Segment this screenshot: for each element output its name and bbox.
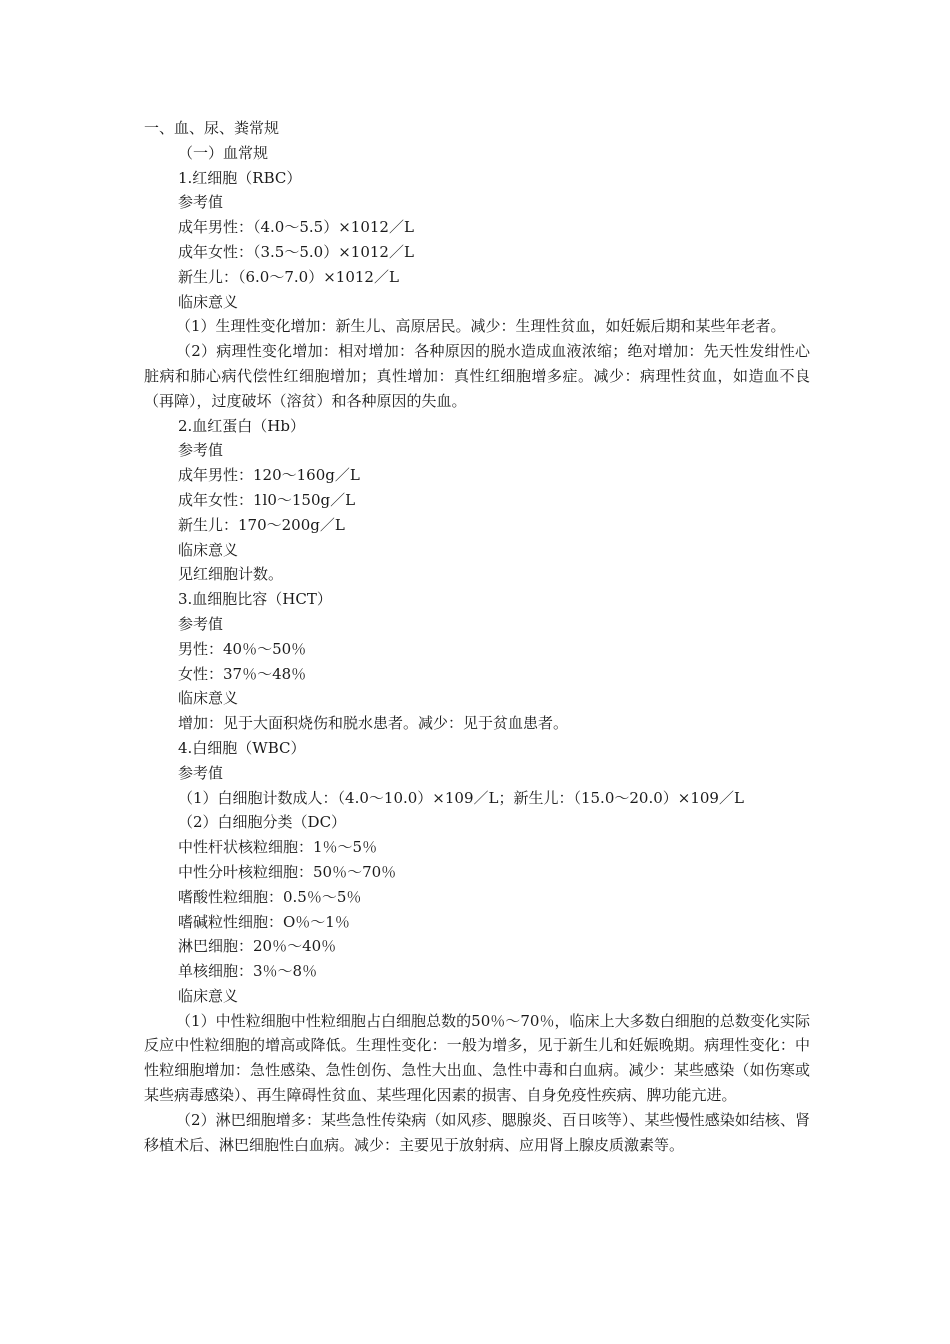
wbc-item: 中性分叶核粒细胞：50％～70％ (178, 862, 397, 881)
rbc-female: 成年女性：（3.5～5.0）×1012／L (178, 242, 414, 261)
document-page (144, 116, 810, 1157)
wbc-item: 嗜酸性粒细胞：0.5％～5％ (178, 887, 362, 906)
rbc-paragraph-2: （2）病理性变化增加：相对增加：各种原因的脱水造成血液浓缩；绝对增加：先天性发绀性心脏病和肺心病代偿性红细胞增加；真性增加：真性红细胞增多症。减少：病理性贫血，如造血不良（再障），过度破坏（溶贫）和各种原因的失血。 (144, 342, 810, 410)
hct-female: 女性：37％～48％ (178, 664, 307, 683)
wbc-dc-heading: （2）白细胞分类（DC） (178, 813, 347, 832)
hb-ref-label: 参考值 (178, 441, 224, 460)
hb-male: 成年男性：120～160g／L (178, 466, 360, 485)
hct-male: 男性：40％～50％ (178, 639, 307, 658)
wbc-count: （1）白细胞计数成人：（4.0～10.0）×109／L；新生儿：（15.0～20.0）×109／L (178, 788, 744, 807)
rbc-paragraph-1: （1）生理性变化增加：新生儿、高原居民。减少：生理性贫血，如妊娠后期和某些年老者。 (176, 317, 786, 336)
hb-note: 见红细胞计数。 (178, 565, 284, 584)
wbc-item: 单核细胞：3％～8％ (178, 962, 318, 981)
rbc-title: 1.红细胞（RBC） (178, 168, 302, 187)
wbc-paragraph-2: （2）淋巴细胞增多：某些急性传染病（如风疹、腮腺炎、百日咳等）、某些慢性感染如结核、肾移植术后、淋巴细胞性白血病。减少：主要见于放射病、应用肾上腺皮质激素等。 (144, 1110, 810, 1154)
hb-female: 成年女性：1l0～150g／L (178, 490, 356, 509)
hct-ref-label: 参考值 (178, 614, 224, 633)
rbc-clinical-label: 临床意义 (178, 292, 239, 311)
wbc-item: 嗜碱粒性细胞：O％～1％ (178, 912, 350, 931)
hct-note: 增加：见于大面积烧伤和脱水患者。减少：见于贫血患者。 (178, 714, 569, 733)
rbc-newborn: 新生儿：（6.0～7.0）×1012／L (178, 267, 399, 286)
chapter-heading: 一、血、尿、粪常规 (144, 119, 280, 137)
hct-title: 3.血细胞比容（HCT） (178, 590, 332, 609)
rbc-male: 成年男性：（4.0～5.5）×1012／L (178, 218, 414, 237)
wbc-paragraph-1: （1）中性粒细胞中性粒细胞占白细胞总数的50％～70％，临床上大多数白细胞的总数变化实际反应中性粒细胞的增高或降低。生理性变化：一般为增多，见于新生儿和妊娠晚期。病理性变化：中性粒细胞增加：急性感染、急性创伤、急性大出血、急性中毒和白血病。减少：某些感染（如伤寒或某些病毒感染）、再生障碍性贫血、某些理化因素的损害、自身免疫性疾病、脾功能亢进。 (144, 1011, 810, 1105)
wbc-item: 淋巴细胞：20％～40％ (178, 937, 337, 956)
hb-newborn: 新生儿：170～200g／L (178, 515, 345, 534)
wbc-ref-label: 参考值 (178, 763, 224, 782)
hb-clinical-label: 临床意义 (178, 540, 239, 559)
hb-title: 2.血红蛋白（Hb） (178, 416, 305, 435)
wbc-clinical-label: 临床意义 (178, 986, 239, 1005)
section-heading: （一）血常规 (178, 143, 269, 162)
hct-clinical-label: 临床意义 (178, 689, 239, 708)
wbc-title: 4.白细胞（WBC） (178, 738, 306, 757)
wbc-item: 中性杆状核粒细胞：1％～5％ (178, 838, 378, 857)
rbc-ref-label: 参考值 (178, 193, 224, 212)
